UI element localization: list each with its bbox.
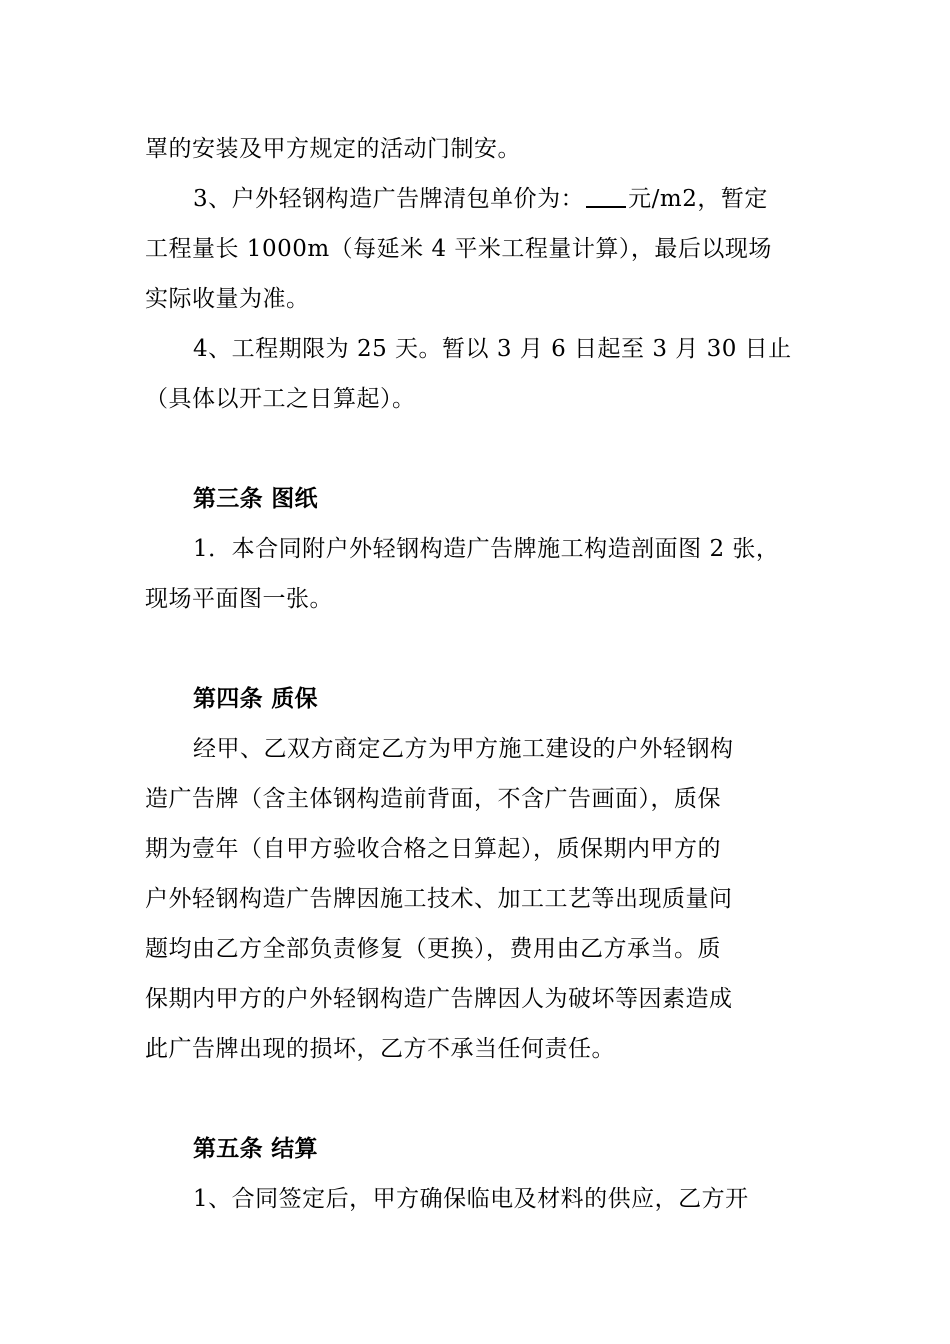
section4-line: 题均由乙方全部负责修复（更换），费用由乙方承当。质 — [145, 936, 721, 962]
section4-line: 保期内甲方的户外轻钢构造广告牌因人为破坏等因素造成 — [145, 986, 733, 1012]
section4-line: 经甲、乙双方商定乙方为甲方施工建设的户外轻钢构 — [193, 736, 734, 762]
item3-text-a: 3、户外轻钢构造广告牌清包单价为： — [193, 186, 585, 212]
item3-text-b: 元/m2，暂定 — [628, 186, 768, 212]
section4-line: 造广告牌（含主体钢构造前背面，不含广告画面），质保 — [145, 786, 721, 812]
section4-heading: 第四条 质保 — [193, 685, 318, 712]
item3-line3: 实际收量为准。 — [145, 286, 310, 312]
paragraph-line: 罩的安装及甲方规定的活动门制安。 — [145, 136, 521, 162]
item4-line1: 4、工程期限为 25 天。暂以 3 月 6 日起至 3 月 30 日止 — [193, 336, 792, 362]
item3-line1 — [193, 184, 893, 214]
item4-line2: （具体以开工之日算起）。 — [145, 386, 416, 412]
item3-line2: 工程量长 1000m（每延米 4 平米工程量计算），最后以现场 — [145, 236, 772, 262]
price-blank — [586, 184, 626, 208]
section5-heading: 第五条 结算 — [193, 1135, 318, 1162]
section3-item1-line1: 1．本合同附户外轻钢构造广告牌施工构造剖面图 2 张， — [193, 536, 780, 562]
section4-line: 户外轻钢构造广告牌因施工技术、加工工艺等出现质量问 — [145, 886, 733, 912]
section5-item1-line1: 1、合同签定后，甲方确保临电及材料的供应，乙方开 — [193, 1186, 749, 1212]
section4-line: 此广告牌出现的损坏，乙方不承当任何责任。 — [145, 1036, 615, 1062]
section3-item1-line2: 现场平面图一张。 — [145, 586, 333, 612]
section3-heading: 第三条 图纸 — [193, 485, 318, 512]
section4-line: 期为壹年（自甲方验收合格之日算起），质保期内甲方的 — [145, 836, 721, 862]
